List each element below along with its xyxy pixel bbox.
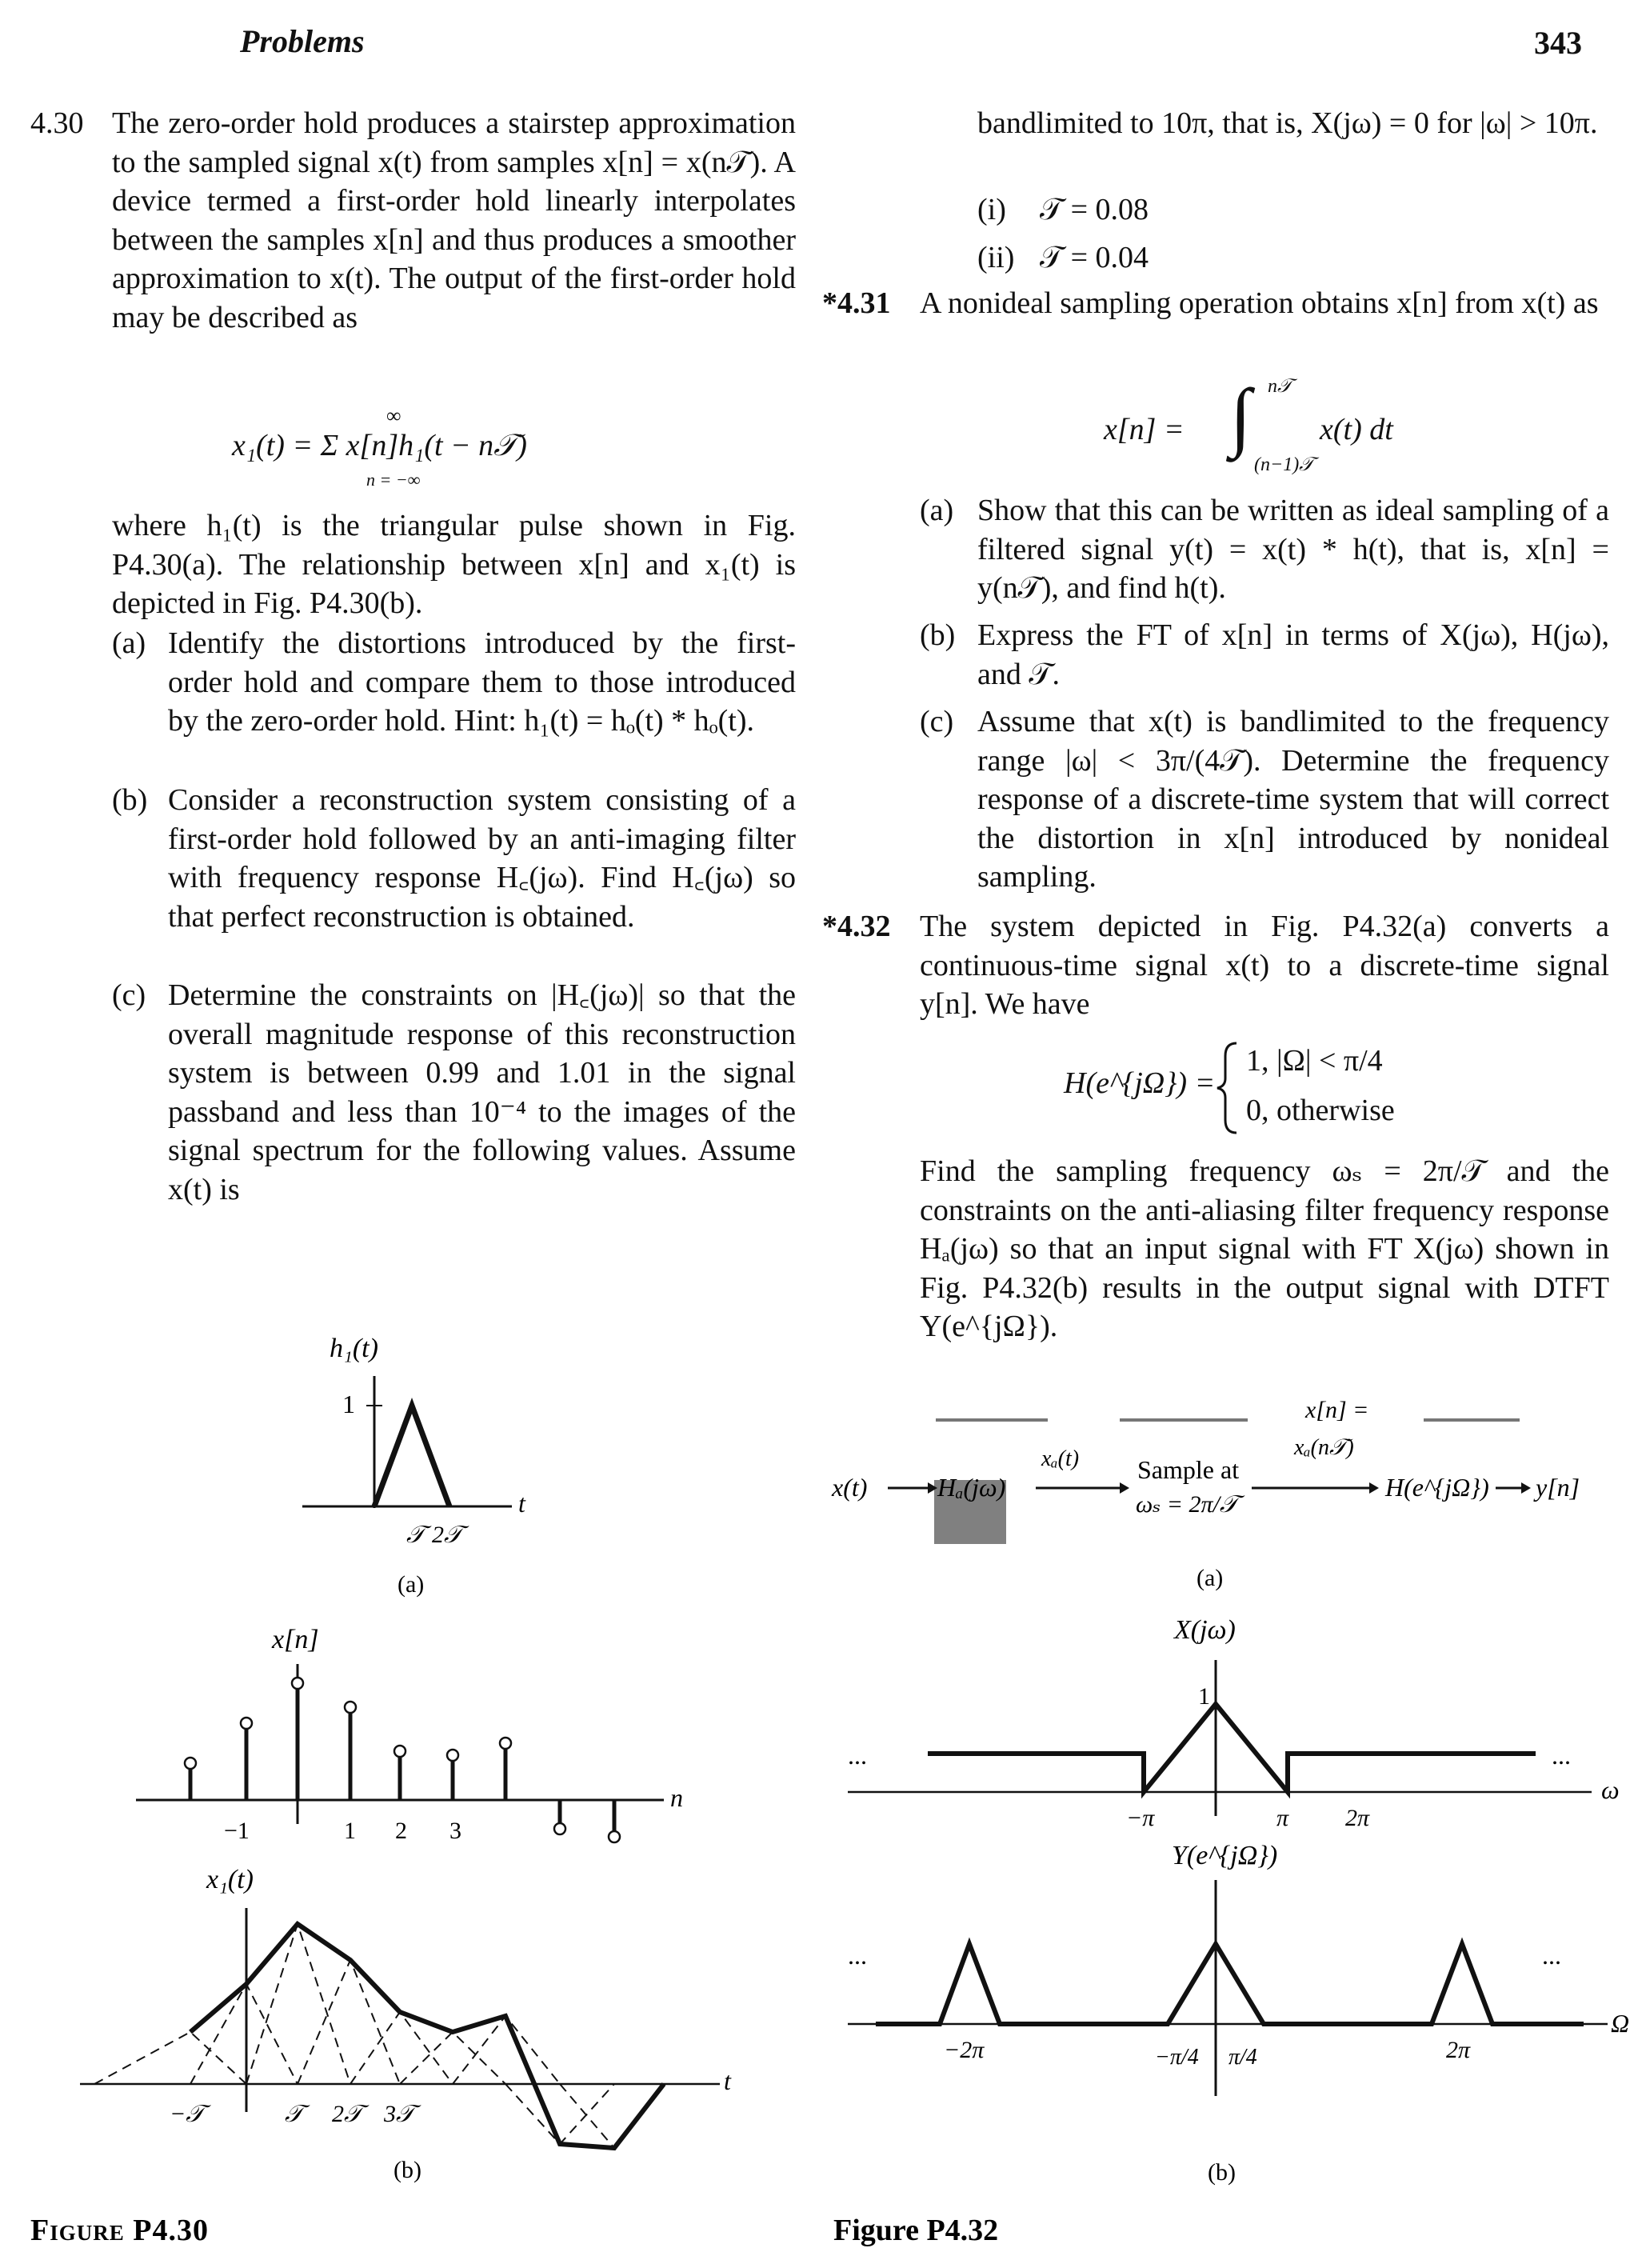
- equation-nonideal-sampling: [1104, 373, 1552, 488]
- fig432a-sublabel: (a): [1197, 1565, 1224, 1591]
- stem-head: [292, 1678, 303, 1689]
- eq-hejw-lhs: H(e^{jΩ}) =: [1064, 1066, 1216, 1100]
- part-b-label: (b): [112, 783, 148, 817]
- problem-4-32-intro: The system depicted in Fig. P4.32(a) converts a continuous-time signal x(t) to a discrete-time signal y[n]. We have: [920, 910, 1609, 1021]
- fig432a-xa: xₐ(t): [1041, 1446, 1080, 1471]
- integral-sign: ∫: [1230, 373, 1252, 458]
- fig432b-bot-ylabel: Y(e^{jΩ}): [1172, 1841, 1278, 1870]
- fig432a-sample-line1: Sample at: [1137, 1455, 1240, 1484]
- part-c-continuation: bandlimited to 10π, that is, X(jω) = 0 for |ω| > 10π.: [977, 106, 1598, 140]
- fig430a-tick2: 2𝒯: [432, 1522, 462, 1548]
- stem-head: [241, 1718, 252, 1729]
- fig432a-block-diagram: [831, 1397, 1580, 1591]
- integral-lower: (n−1)𝒯: [1254, 454, 1314, 475]
- page-number: 343: [1534, 25, 1582, 61]
- fig432a-xn-line2: xₐ(n𝒯): [1294, 1435, 1354, 1460]
- problem-4-31-number: *4.31: [822, 286, 891, 320]
- part-i-label: (i): [977, 193, 1006, 226]
- equation-first-order-hold: [232, 404, 792, 492]
- figure-p4-32: [816, 1360, 1638, 2268]
- fig430b-bot-xlabel: t: [724, 2066, 731, 2095]
- problem-4-32-number: *4.32: [822, 910, 891, 943]
- fig432b-sublabel: (b): [1208, 2159, 1236, 2186]
- fig432a-sample-line2: ωₛ = 2π/𝒯: [1136, 1491, 1238, 1518]
- equation-filter-response: [1064, 1040, 1544, 1144]
- p431-part-b-text: Express the FT of x[n] in terms of X(jω), H(jω), and 𝒯.: [977, 618, 1609, 691]
- part-c-label: (c): [112, 978, 146, 1012]
- eq-rhs: x(t) dt: [1320, 413, 1393, 446]
- stem-head: [500, 1738, 511, 1749]
- part-a-label: (a): [112, 626, 146, 660]
- part-a-text: Identify the distortions introduced by the first-order hold and compare them to those introduced by the zero-order hold. Hint: h₁(t) = hₒ(t) * hₒ(t).: [168, 626, 796, 738]
- fig432b-top-y1: 1: [1198, 1683, 1210, 1710]
- figure-p4-30-caption: Figure P4.30: [30, 2214, 209, 2247]
- fig432b-output-spectrum: [848, 1841, 1629, 2186]
- fig432b-bot-dots-right: ...: [1542, 1941, 1561, 1970]
- fig432b-bot-xlabel: Ω: [1611, 2009, 1630, 2038]
- stem-head: [609, 1831, 620, 1842]
- part-ii-text: 𝒯 = 0.04: [1040, 241, 1149, 274]
- fig430a-tick1: 𝒯: [406, 1522, 425, 1548]
- sum-upper-limit: ∞: [386, 404, 402, 427]
- fig430b-interpolation: [80, 1865, 732, 2183]
- fig430b-tick-2: 2: [395, 1818, 407, 1844]
- figure-p4-30: [0, 1312, 816, 2268]
- fig430b-tick-2T: 2𝒯: [332, 2101, 362, 2127]
- fig432b-top-dots-left: ...: [848, 1741, 867, 1770]
- fig430b-tick-3: 3: [449, 1818, 461, 1844]
- fig432b-bot-tick-pi4: π/4: [1228, 2045, 1257, 2070]
- p431-part-a-label: (a): [920, 494, 954, 527]
- eq-case-1: 1, |Ω| < π/4: [1246, 1044, 1383, 1078]
- problem-4-30-after-eq: where h₁(t) is the triangular pulse shown in Fig. P4.30(a). The relationship between x[n] and x₁(t) is depicted in Fig. P4.30(b).: [112, 509, 796, 620]
- fig432b-top-dots-right: ...: [1552, 1741, 1571, 1770]
- fig432b-bot-tick-mpi4: −π/4: [1155, 2045, 1199, 2070]
- stem-head: [554, 1823, 565, 1834]
- problem-4-32-after: Find the sampling frequency ωₛ = 2π/𝒯 and the constraints on the anti-aliasing filter frequency response Hₐ(jω) so that an input signal with FT X(jω) shown in Fig. P4.32(b) results in the output signal with DTFT Y(e^{jΩ}).: [920, 1154, 1609, 1343]
- fig432b-bot-dots-left: ...: [848, 1941, 867, 1970]
- fig432b-bot-trace: [876, 1944, 1584, 2024]
- stem-head: [185, 1758, 196, 1769]
- fig430a-ylabel: h₁(t): [330, 1334, 378, 1363]
- eq-case-2: 0, otherwise: [1246, 1094, 1395, 1127]
- fig430b-top-xlabel: n: [670, 1783, 683, 1812]
- fig432b-top-xlabel: ω: [1601, 1775, 1620, 1804]
- fig430b-tick-1: 1: [344, 1818, 356, 1844]
- part-c-text: Determine the constraints on |H꜀(jω)| so that the overall magnitude response of this reconstruction system is between 0.99 and 1.01 in the signal passband and less than 10⁻⁴ to the images of the signal spectrum for the following values. Assume x(t) is: [168, 978, 796, 1206]
- brace-icon: [1216, 1040, 1240, 1136]
- running-title: Problems: [240, 23, 365, 59]
- fig430a-y1: 1: [342, 1390, 355, 1418]
- equation-body: x₁(t) = Σ x[n]h₁(t − n𝒯): [232, 429, 527, 462]
- fig432a-input: x(t): [832, 1473, 868, 1502]
- integral-upper: n𝒯: [1268, 376, 1292, 397]
- fig432b-top-trace: [928, 1704, 1536, 1792]
- fig430b-tick-T: 𝒯: [285, 2101, 303, 2127]
- fig432b-bot-tick-m2pi: −2π: [944, 2037, 985, 2063]
- fig432b-top-tick-2pi: 2π: [1345, 1805, 1370, 1831]
- fig432a-block1: Hₐ(jω): [937, 1473, 1006, 1502]
- stem-head: [394, 1746, 406, 1757]
- fig432a-output: y[n]: [1536, 1473, 1580, 1502]
- fig432b-input-spectrum: [848, 1615, 1620, 1831]
- p431-part-c-text: Assume that x(t) is bandlimited to the frequency range |ω| < 3π/(4𝒯). Determine the frequency response of a discrete-time system that will correct the distortion in x[n] introduced by nonideal sampling.: [977, 705, 1609, 894]
- fig430b-stem-plot: [136, 1625, 683, 1844]
- problem-4-30-intro: The zero-order hold produces a stairstep approximation to the sampled signal x(t) from samples x[n] = x(n𝒯). A device termed a first-order hold linearly interpolates between the samples x[n] and thus produces a smoother approximation to x(t). The output of the first-order hold may be described as: [112, 106, 796, 334]
- fig432b-top-ylabel: X(jω): [1174, 1615, 1236, 1645]
- fig432a-xn-line1: x[n] =: [1305, 1397, 1369, 1423]
- fig430a-xlabel: t: [518, 1489, 525, 1518]
- fig430b-top-ylabel: x[n]: [272, 1625, 319, 1654]
- fig430b-bot-ylabel: x₁(t): [206, 1865, 254, 1894]
- p431-part-c-label: (c): [920, 705, 954, 738]
- fig430a-triangle-pulse: [302, 1334, 526, 1598]
- part-i-text: 𝒯 = 0.08: [1040, 193, 1149, 226]
- fig430b-tick-m1: −1: [224, 1818, 250, 1844]
- fig432b-top-tick-mpi: −π: [1126, 1805, 1155, 1831]
- p431-part-b-label: (b): [920, 618, 956, 652]
- stem-head: [447, 1750, 458, 1761]
- figure-p4-32-caption: Figure P4.32: [833, 2214, 999, 2247]
- fig430b-sublabel: (b): [394, 2157, 421, 2183]
- part-ii-label: (ii): [977, 241, 1015, 274]
- fig430a-triangle: [374, 1406, 449, 1506]
- fig430b-tick-3T: 3𝒯: [384, 2101, 414, 2127]
- fig430b-tick-mT: −𝒯: [170, 2101, 205, 2127]
- part-b-text: Consider a reconstruction system consisting of a first-order hold followed by an anti-imaging filter with frequency response H꜀(jω). Find H꜀(jω) so that perfect reconstruction is obtained.: [168, 783, 796, 934]
- fig432b-top-tick-pi: π: [1276, 1805, 1289, 1831]
- problem-4-30-number: 4.30: [30, 106, 84, 140]
- stem-head: [345, 1702, 356, 1713]
- p431-part-a-text: Show that this can be written as ideal sampling of a filtered signal y(t) = x(t) * h(t), that is, x[n] = y(n𝒯), and find h(t).: [977, 494, 1609, 605]
- eq-lhs: x[n] =: [1104, 413, 1185, 446]
- fig432b-bot-tick-2pi: 2π: [1446, 2037, 1471, 2063]
- problem-4-31-intro: A nonideal sampling operation obtains x[n] from x(t) as: [920, 286, 1599, 320]
- sum-lower-limit: n = −∞: [366, 470, 421, 490]
- fig430a-sublabel: (a): [398, 1571, 425, 1598]
- fig432a-block2: H(e^{jΩ}): [1385, 1473, 1489, 1502]
